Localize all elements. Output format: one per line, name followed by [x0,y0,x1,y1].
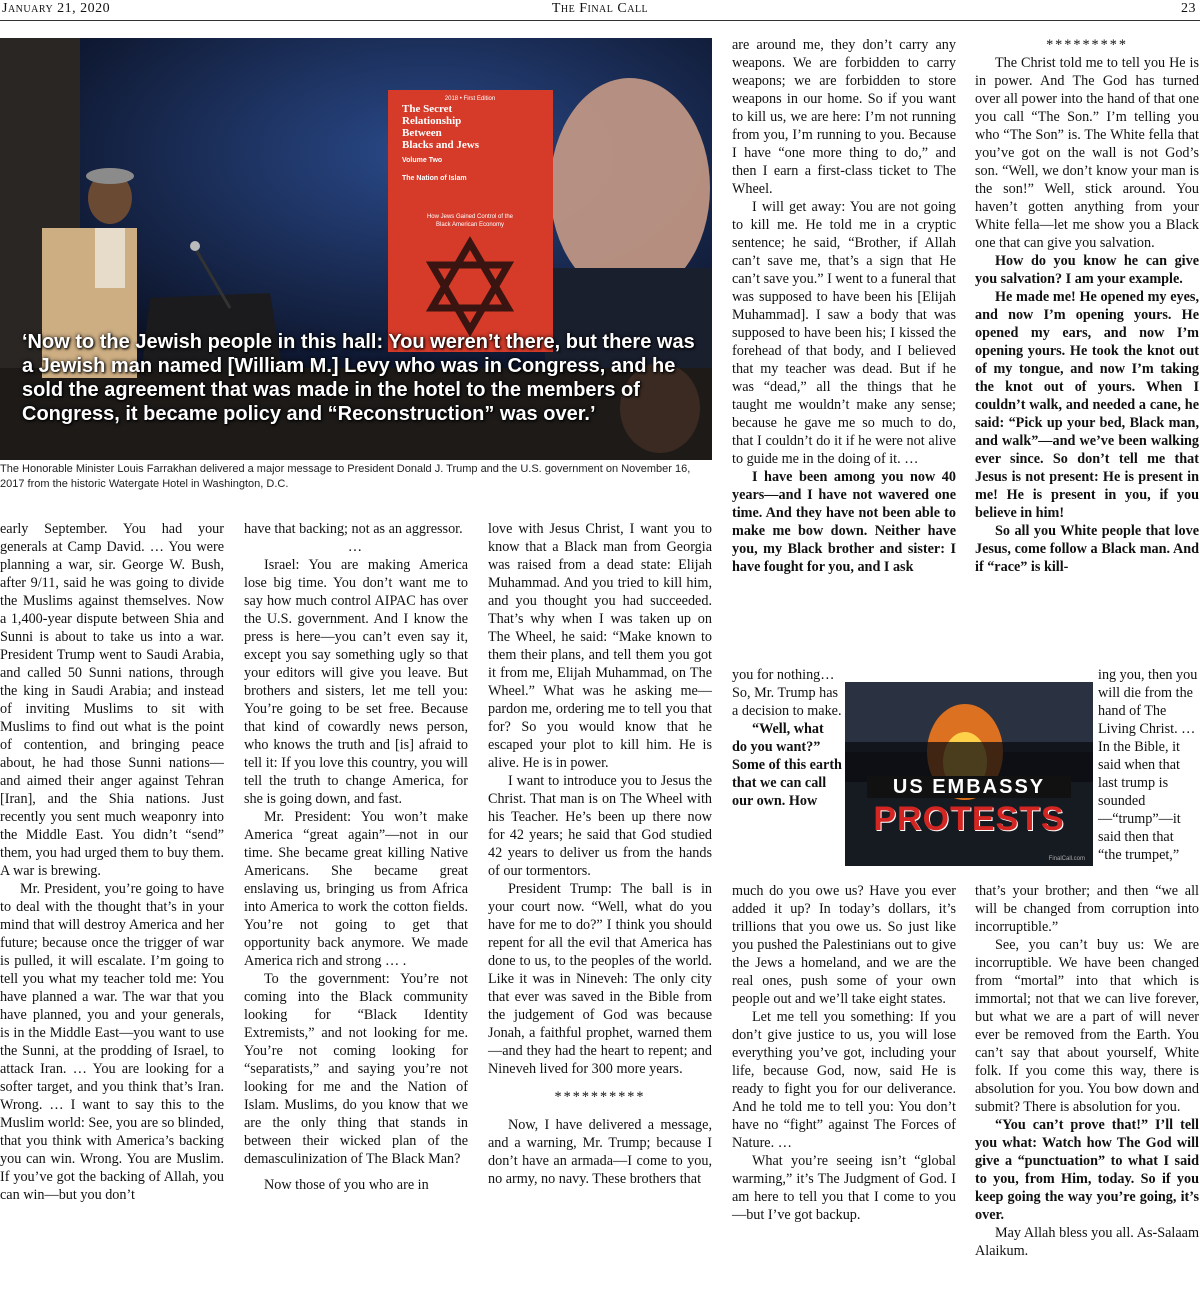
paragraph: ing you, then you will die from the hand of The Living Christ. … In the Bible, it said when that last trump is sounded—“trump”—it said then that “the trumpet,” [1098,667,1198,863]
paragraph: that’s your brother; and then “we all will be changed from corruption into incorruptible.” [975,883,1199,935]
article-column-5-wrap [1098,666,1199,864]
paragraph: How do you know he can give you salvation? I am your example. [975,253,1199,287]
paragraph: Let me tell you something: If you don’t give justice to us, you will lose everything you’ve got, including your life, because God, now, said He is ready to fight you for our deliverance. And he told me to tell you: You don’t have no “fight” against The Forces of Nature. … [732,1009,956,1151]
section-break: ********* [1046,37,1128,53]
protest-scene [845,682,1093,866]
paragraph: I have been among you now 40 years—and I have not wavered one time. And they have not been able to make me bow down. Neither have you, my Black brother and sister: I have fought for you, and I ask [732,469,956,575]
paragraph: Mr. President, you’re going to have to deal with the thought that’s in your mind that will destroy America and her future; because once the trigger of war is pulled, it will escalate. I’m going to tell you what my teacher told me: You have planned a war. The war that you have planned, you and your generals, is in the Middle East—you want to use the Sunni, at the prodding of Israel, to attack Iran. … You are looking for a softer target, and you think that’s Iran. Wrong. … I want to say this to the Muslim world: See, you are so blinded, that you think with America’s backing you can win. Wrong. You are Muslim. If you’ve got the backing of Allah, you can win—but you don’t [0,881,224,1203]
paragraph: What you’re seeing isn’t “global warming,” it’s The Judgment of God. I am here to tell you that I come to you—but I’ve got backup. [732,1153,956,1223]
paragraph: early September. You had your generals at Camp David. … You were planning a war, sir. George W. Bush, after 9/11, said he was going to divide the Muslims against themselves. Now a 1,400-year dispute between Shia and Sunni is about to take us into a war. President Trump went to Saudi Arabia, and called 50 Sunni nations, through the king in Saudi Arabia; and instead of inviting Muslims to sit with Muslims to find out what is the point of contention, and bringing peace about, he had those Sunni nations—and aimed their anger against Tehran [Iran], and the Shia nations. Just recently you sent much weaponry into the Middle East. You didn’t “send” them, you had urged them to buy them. A war is brewing. [0,521,224,879]
article-column-5 [975,36,1199,576]
book-volume: Volume Two [402,157,443,164]
article-column-3 [488,520,712,1188]
ad-credit: FinalCall.com [1048,856,1085,862]
article-column-4-cont [732,882,956,1224]
article-column-4 [732,36,956,576]
book-edition: 2018 • First Edition [444,96,496,102]
ad-subtitle: PROTESTS [873,800,1065,838]
newspaper-name: The Final Call [551,1,649,16]
paragraph: have that backing; not as an aggressor. [244,521,463,537]
book-series: The Nation of Islam [402,175,467,182]
paragraph: I will get away: You are not going to kill me. He told me in a cryptic sentence; he said, “Brother, if Allah can’t save me, that’s a sign that He can’t save you.” I went to a funeral that was supposed to have been his [Elijah Muhammad]. I saw a body that was supposed to have been his; I kissed the forehead of that body, and I believed that my teacher was dead. But if he was “dead,” all the things that he taught me wouldn’t make any sense; because he gave me so much to do, that I couldn’t do it if he were not alive to guide me in the doing of it. … [732,199,956,467]
paragraph: To the government: You’re not coming into the Black community looking for “Black Identity Extremists,” and not looking for me. You’re not coming looking for “separatists,” and saying you’re not looking for me and the Nation of Islam. Muslims, do you know that we are the only thing that stands in between their wicked plan of the demasculinization of The Black Man? [244,971,468,1167]
speech-photo [0,38,712,460]
section-break: … [347,539,365,555]
paragraph: Mr. President: You won’t make America “great again”—not in our time. She became great killing Native Americans. She became great enslaving us, bringing us from Africa into America to work the cotton fields. You’re not going to get that opportunity back anymore. We made America rich and strong … . [244,809,468,969]
book-title-3: Between [402,127,442,139]
issue-date: January 21, 2020 [2,1,111,16]
page-header [0,0,1200,21]
article-column-5-cont [975,882,1199,1260]
paragraph: Now those of you who are in [264,1177,429,1193]
paragraph: President Trump: The ball is in your court now. “Well, what do you have for me to do?” I think you should repent for all the evil that America has done to us, to the peoples of the world. Like it was in Nineveh: The only city that ever was saved in the Bible from the judgement of God was because Jonah, a faithful prophet, warned them—and they had the heart to repent; and Nineveh lived for 300 more years. [488,881,712,1077]
book-subtitle-1: How Jews Gained Control of the [426,214,514,220]
paragraph: Israel: You are making America lose big time. You don’t want me to say how much control AIPAC has over the U.S. government. And I know the press is here—you can’t even say it, except you say something ugly so that your editors will give you leave. But brothers and sisters, let me tell you: You’re going to be set free. Because that kind of cowardly news person, who knows the truth and [is] afraid to tell it: If you love this country, you will tell the truth to change America, for she is going down, and fast. [244,557,468,807]
paragraph: are around me, they don’t carry any weapons. We are forbidden to carry weapons; we are forbidden to store weapons in our home. So if you want to kill us, we are here: I’m not running from you, I’m running to you. Because I have “one more thing to do,” and then I earn a first-class ticket to The Wheel. [732,37,956,197]
paragraph: The Christ told me to tell you He is in power. And The God has turned over all power into the hand of that one you call “The Son.” I’m telling you who “The Son” is. The White fella that you’ve got on the wall is not God’s son. “Well, we don’t know your man is the son!” Well, stick around. You haven’t gotten anything from your White fella—let me show you a Black one that can give you salvation. [975,55,1199,251]
us-embassy-protests-ad[interactable] [845,682,1093,866]
pull-quote: ‘Now to the Jewish people in this hall: You weren’t there, but there was a Jewish man named [William M.] Levy who was in Congress, and he sold the agreement that was made in the hotel to the members of Congress, it became policy and “Reconstruction” was over.’ [22,331,695,425]
paragraph: much do you owe us? Have you ever added it up? In today’s dollars, it’s trillions that you owe us. So just like you pushed the Palestinians out to give the Jews a homeland, and we are the real ones, push some of your own people out and we’ll take eight states. [732,883,956,1007]
section-break: ********** [554,1089,646,1105]
book-title-4: Blacks and Jews [402,139,480,151]
book-title-1: The Secret [402,103,453,115]
paragraph: “Well, what do you want?” Some of this earth that we can call our own. How [732,721,842,809]
book-subtitle-2: Black American Economy [435,222,505,228]
photo-caption: The Honorable Minister Louis Farrakhan delivered a major message to President Donald J. Trump and the U.S. government on November 16, 2017 from the historic Watergate Hotel in Washington, D.C. [0,463,691,490]
paragraph: “You can’t prove that!” I’ll tell you what: Watch how The God will give a “punctuation” to what I said to you, from Him, today. So if you keep going the way you’re going, it’s over. [975,1117,1199,1223]
page-number: 23 [1181,1,1196,16]
paragraph: He made me! He opened my eyes, and now I’m opening yours. He opened my ears, and now I’m opening yours. He took the knot out of my tongue, and now I’m taking the knot out of yours. When I couldn’t walk, and needed a cane, he said: “Pick up your bed, Black man, and walk”—and we’ve been walking ever since. So don’t tell me that Jesus is not present: He is present in me! He is present in you, if you believe in him! [975,289,1199,521]
book-title-2: Relationship [402,115,462,127]
article-column-2 [244,520,468,1194]
paragraph: I want to introduce you to Jesus the Christ. That man is on The Wheel with his Teacher. He’s been up there now for 42 years; he said that God studied 42 years to deliver us from the hands of our tormentors. [488,773,712,879]
article-column-1 [0,520,224,1204]
paragraph: See, you can’t buy us: We are incorruptible. We have been changed from “mortal” into that which is immortal; not that we can live forever, but what we are a part of will never ever be removed from the Earth. You can’t say that about yourself, White folk. If you come this way, there is absolution for you. You bow down and submit? There is absolution for you. [975,937,1199,1115]
article-column-4-wrap [732,666,842,810]
portrait-face [550,78,710,298]
paragraph: May Allah bless you all. As-Salaam Alaikum. [975,1225,1199,1259]
paragraph: So all you White people that love Jesus, come follow a Black man. And if “race” is kill- [975,523,1199,575]
paragraph: love with Jesus Christ, I want you to know that a Black man from Georgia was raised from a dead state: Elijah Muhammad. And you tried to kill him, and you thought you had succeeded. That’s why when I was taken up on The Wheel, he said: “Make known to them their plans, and tell them you got it from me, Elijah Muhammad, on The Wheel.” What was he asking me—pardon me, ordering me to tell you that for? So you would know that he escaped your plot to kill him. He is alive. He is in power. [488,521,712,771]
paragraph: you for nothing… So, Mr. Trump has a decision to make. [732,667,842,719]
ad-title: US EMBASSY [867,776,1071,798]
paragraph: Now, I have delivered a message, and a warning, Mr. Trump; because I don’t have an armada—I come to you, no army, no navy. These brothers that [488,1117,712,1187]
